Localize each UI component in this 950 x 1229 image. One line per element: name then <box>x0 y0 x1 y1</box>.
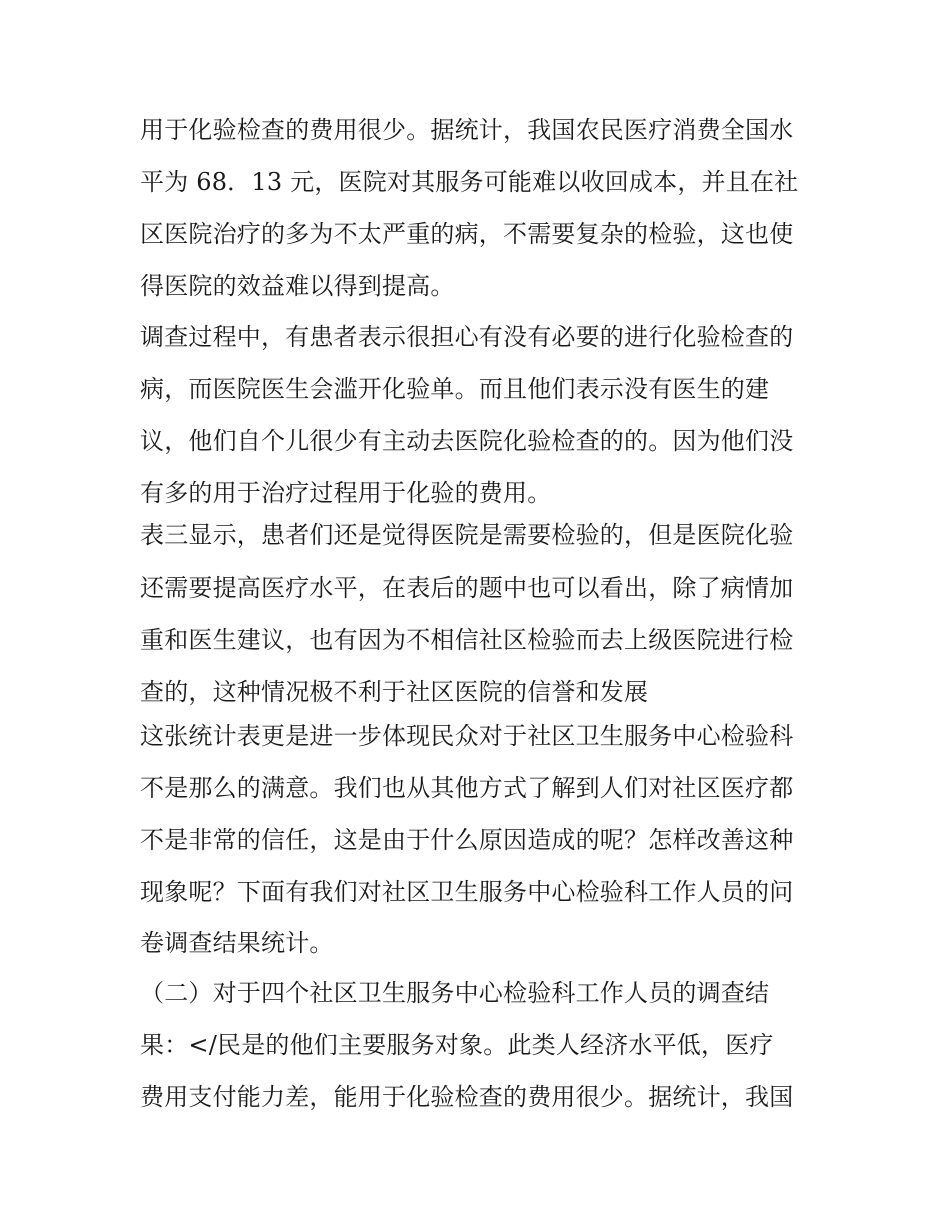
text-line: （二）对于四个社区卫生服务中心检验科工作人员的调查结 <box>140 979 770 1007</box>
text-line: 平为 68．13 元，医院对其服务可能难以收回成本，并且在社 <box>140 168 799 196</box>
text-line: 不是那么的满意。我们也从其他方式了解到人们对社区医疗都 <box>140 774 794 802</box>
text-line: 用于化验检查的费用很少。据统计，我国农民医疗消费全国水 <box>140 116 794 144</box>
text-line: 得医院的效益难以得到提高。 <box>140 272 455 300</box>
text-line: 还需要提高医疗水平，在表后的题中也可以看出，除了病情加 <box>140 574 794 602</box>
text-line: 有多的用于治疗过程用于化验的费用。 <box>140 479 552 507</box>
text-line: 病，而医院医生会滥开化验单。而且他们表示没有医生的建 <box>140 375 770 403</box>
text-line: 费用支付能力差，能用于化验检查的费用很少。据统计，我国 <box>140 1083 794 1111</box>
text-line: 重和医生建议，也有因为不相信社区检验而去上级医院进行检 <box>140 626 794 654</box>
text-line: 议，他们自个儿很少有主动去医院化验检查的的。因为他们没 <box>140 427 794 455</box>
text-line: 查的，这种情况极不利于社区医院的信誉和发展 <box>140 678 649 706</box>
text-line: 这张统计表更是进一步体现民众对于社区卫生服务中心检验科 <box>140 722 794 750</box>
text-line: 表三显示，患者们还是觉得医院是需要检验的，但是医院化验 <box>140 521 794 549</box>
text-line: 调查过程中，有患者表示很担心有没有必要的进行化验检查的 <box>140 323 794 351</box>
text-line: 区医院治疗的多为不太严重的病，不需要复杂的检验，这也使 <box>140 220 794 248</box>
text-line: 卷调查结果统计。 <box>140 929 334 957</box>
text-line: 现象呢？下面有我们对社区卫生服务中心检验科工作人员的问 <box>140 878 794 906</box>
text-line: 果：</民是的他们主要服务对象。此类人经济水平低，医疗 <box>140 1031 774 1059</box>
text-line: 不是非常的信任，这是由于什么原因造成的呢？怎样改善这种 <box>140 826 794 854</box>
